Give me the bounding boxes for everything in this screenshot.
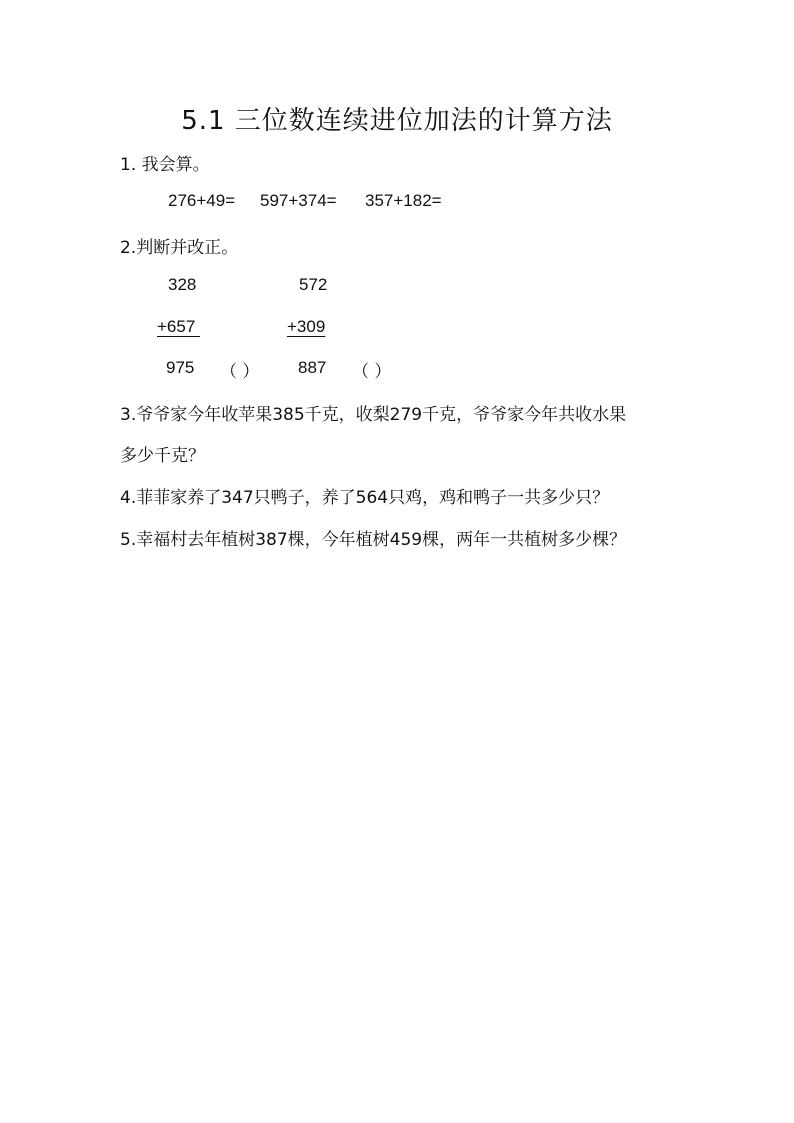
question-3-text-cont: 多少千克？ [120,446,205,466]
question-1-item: 597+374= [260,191,337,210]
sum-result: 887 [298,358,327,377]
question-4-text: 4.菲菲家养了347只鸭子，养了564只鸡，鸡和鸭子一共多少只？ [120,488,610,508]
question-1-item: 357+182= [365,191,442,210]
addend-bottom: +657 [157,317,201,336]
question-3-text: 3.爷爷家今年收苹果385千克，收梨279千克，爷爷家今年共收水果 [120,405,627,425]
question-1-label: 1. 我会算。 [120,155,210,175]
question-1-item: 276+49= [168,191,236,210]
judge-parentheses: （ ） [352,362,392,382]
addend-top: 328 [168,275,197,294]
addend-top: 572 [299,275,328,294]
question-5-text: 5.幸福村去年植树387棵，今年植树459棵，两年一共植树多少棵？ [120,530,627,550]
addend-bottom: +309 [287,317,326,336]
sum-result: 975 [166,358,195,377]
question-2-label: 2.判断并改正。 [120,238,239,258]
page-title: 5.1 三位数连续进位加法的计算方法 [181,106,613,136]
judge-parentheses: （ ） [220,362,260,382]
